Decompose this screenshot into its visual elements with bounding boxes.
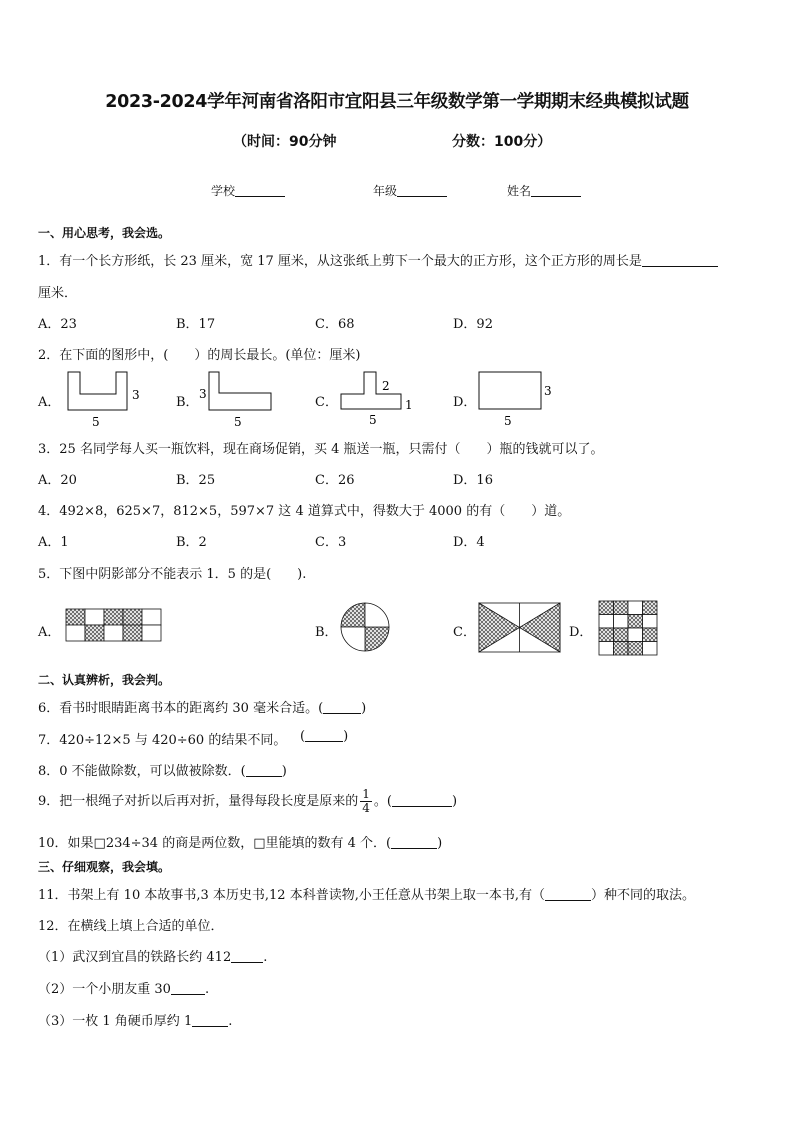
option-c[interactable]: C．68 xyxy=(315,317,355,332)
answer-blank[interactable] xyxy=(392,794,452,807)
shape-d-figure xyxy=(472,366,562,430)
section-2-heading: 二、认真辨析，我会判。 xyxy=(38,673,171,687)
question-6 xyxy=(38,697,366,716)
shading-figure-a xyxy=(65,608,165,644)
answer-blank[interactable] xyxy=(545,888,591,901)
shape-b-figure xyxy=(196,366,286,430)
option-d[interactable]: D． xyxy=(453,395,477,410)
question-6-text: 6．看书时眼睛距离书本的距离约 30 毫米合适。( xyxy=(38,701,324,716)
answer-blank[interactable] xyxy=(246,764,282,777)
section-1-heading: 一、用心思考，我会选。 xyxy=(38,226,171,240)
answer-blank[interactable] xyxy=(391,836,437,849)
question-12-text: 12．在横线上填上合适的单位． xyxy=(38,919,224,934)
paren-close: ) xyxy=(281,764,287,779)
fraction xyxy=(360,788,372,815)
shape-d-side-label: 3 xyxy=(544,384,552,398)
question-12-item-3: （3）一枚 1 角硬币厚约 1 . xyxy=(38,1014,233,1029)
name-field[interactable] xyxy=(507,182,581,199)
question-11-end: ）种不同的取法。 xyxy=(590,888,695,903)
paren-close: ) xyxy=(343,729,349,744)
shape-b-bottom-label: 5 xyxy=(234,415,242,429)
grade-field[interactable] xyxy=(373,182,447,199)
question-3-text: 3．25 名同学每人买一瓶饮料，现在商场促销，买 4 瓶送一瓶，只需付（ ）瓶的钱就可以了。 xyxy=(38,442,604,457)
page-title: 2023-2024学年河南省洛阳市宜阳县三年级数学第一学期期末经典模拟试题 xyxy=(105,92,689,112)
question-9-text: 9．把一根绳子对折以后再对折，量得每段长度是原来的 xyxy=(38,794,359,809)
section-3-heading: 三、仔细观察，我会填。 xyxy=(38,860,171,874)
question-9-mid: 。( xyxy=(373,794,392,809)
question-1-tail: 厘米． xyxy=(38,286,78,301)
option-a[interactable]: A． xyxy=(38,625,61,640)
paren-open: ( xyxy=(300,729,306,744)
answer-blank[interactable] xyxy=(323,701,361,714)
answer-blank[interactable] xyxy=(171,982,205,995)
item-text: （2）一个小朋友重 30 xyxy=(38,982,171,997)
question-5-text: 5．下图中阴影部分不能表示 1．5 的是( ). xyxy=(38,567,307,582)
option-b[interactable]: B．17 xyxy=(176,317,216,332)
shape-c-right-label: 1 xyxy=(405,398,413,412)
option-a[interactable]: A．1 xyxy=(38,535,69,550)
shape-c-bottom-label: 5 xyxy=(369,413,377,427)
option-d[interactable]: D． xyxy=(569,625,593,640)
question-9 xyxy=(38,788,457,815)
question-7-text: 7．420÷12×5 与 420÷60 的结果不同。 xyxy=(38,733,287,748)
question-11-text: 11．书架上有 10 本故事书,3 本历史书,12 本科普读物,小王任意从书架上取一本书,有（ xyxy=(38,888,545,903)
answer-blank[interactable] xyxy=(192,1014,228,1027)
question-11 xyxy=(38,884,695,903)
paren-close: ) xyxy=(361,701,367,716)
item-text: （1）武汉到宜昌的铁路长约 412 xyxy=(38,950,232,965)
option-d[interactable]: D．16 xyxy=(453,473,493,488)
question-10 xyxy=(38,832,442,851)
shape-b-side-label: 3 xyxy=(199,387,207,401)
shape-a-bottom-label: 5 xyxy=(92,415,100,429)
shape-d-bottom-label: 5 xyxy=(504,414,512,428)
school-label: 学校 xyxy=(211,184,236,198)
answer-blank[interactable] xyxy=(305,729,343,742)
question-12-item-1: （1）武汉到宜昌的铁路长约 412 . xyxy=(38,950,268,965)
grade-label: 年级 xyxy=(373,184,398,198)
school-field[interactable] xyxy=(211,182,285,199)
fraction-numerator: 1 xyxy=(362,787,370,801)
shading-figure-c xyxy=(478,602,562,654)
exam-time: （时间：90分钟 xyxy=(233,134,337,150)
question-12-item-2: （2）一个小朋友重 30 . xyxy=(38,982,210,997)
option-c[interactable]: C． xyxy=(315,395,338,410)
question-10-text: 10．如果□234÷34 的商是两位数，□里能填的数有 4 个．( xyxy=(38,836,392,851)
shading-figure-d xyxy=(598,600,660,658)
shape-a-figure xyxy=(60,366,150,430)
option-b[interactable]: B． xyxy=(176,395,199,410)
shape-a-side-label: 3 xyxy=(132,388,140,402)
option-c[interactable]: C．26 xyxy=(315,473,355,488)
answer-blank[interactable] xyxy=(642,254,718,267)
question-1-text: 1．有一个长方形纸，长 23 厘米，宽 17 厘米，从这张纸上剪下一个最大的正方形，这个正方形的周长是 xyxy=(38,254,642,269)
option-c[interactable]: C．3 xyxy=(315,535,347,550)
question-7-answer xyxy=(300,729,348,744)
item-text: （3）一枚 1 角硬币厚约 1 xyxy=(38,1014,193,1029)
option-b[interactable]: B．2 xyxy=(176,535,207,550)
option-a[interactable]: A． xyxy=(38,395,61,410)
fraction-denominator: 4 xyxy=(362,801,370,815)
exam-score: 分数：100分） xyxy=(452,134,552,150)
question-7 xyxy=(38,729,286,748)
option-d[interactable]: D．92 xyxy=(453,317,493,332)
option-a[interactable]: A．23 xyxy=(38,317,77,332)
option-a[interactable]: A．20 xyxy=(38,473,77,488)
option-d[interactable]: D．4 xyxy=(453,535,485,550)
option-b[interactable]: B．25 xyxy=(176,473,216,488)
name-label: 姓名 xyxy=(507,184,532,198)
question-4-text: 4．492×8，625×7，812×5，597×7 这 4 道算式中，得数大于 4000 的有（ ）道。 xyxy=(38,504,571,519)
question-2-text: 2．在下面的图形中，( ）的周长最长。(单位：厘米) xyxy=(38,348,361,363)
paren-close: ) xyxy=(452,794,458,809)
option-c[interactable]: C． xyxy=(453,625,476,640)
shape-c-figure xyxy=(334,366,424,430)
paren-close: ) xyxy=(437,836,443,851)
question-8-text: 8．0 不能做除数，可以做被除数．( xyxy=(38,764,246,779)
question-1 xyxy=(38,250,718,269)
question-8 xyxy=(38,760,287,779)
shading-figure-b xyxy=(339,601,391,653)
option-b[interactable]: B． xyxy=(315,625,338,640)
answer-blank[interactable] xyxy=(231,950,263,963)
shape-c-top-label: 2 xyxy=(382,379,390,393)
